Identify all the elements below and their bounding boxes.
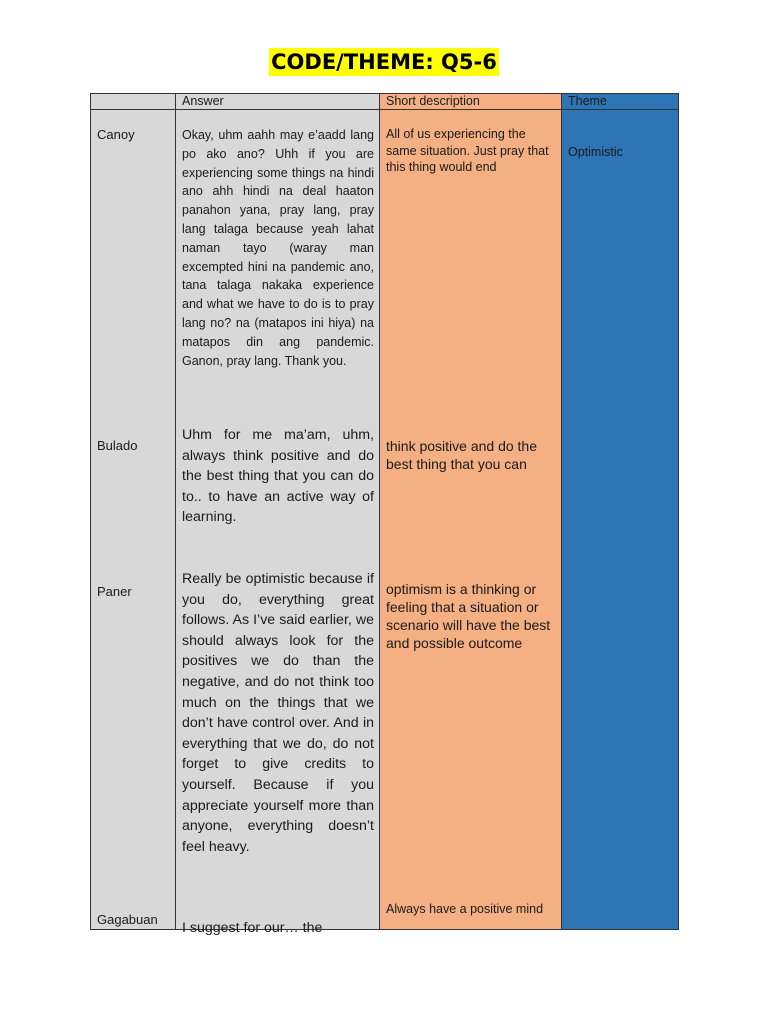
coding-table [90, 93, 679, 936]
answer-text: I suggest for our… the [182, 920, 323, 936]
header-theme: Theme [562, 94, 679, 110]
header-name [91, 94, 176, 110]
page-title: CODE/THEME: Q5-6 [271, 50, 497, 74]
description-text: think positive and do the best thing that you can [386, 438, 537, 472]
row-name: Bulado [97, 438, 138, 453]
row-name: Gagabuan [97, 912, 158, 927]
header-short-description: Short description [380, 94, 562, 110]
theme-column [562, 110, 679, 930]
answer-text: Really be optimistic because if you do, everything great follows. As I’ve said earlier, we should always look for the positives we do than the negative, and do not think too much on the things that we don’t have control over. And in everything that we do, do not forget to give credits to yourself. Because if you appreciate yourself more than anyone, everything doesn’t feel heavy. [182, 571, 374, 855]
short-description-column [380, 110, 562, 930]
answer-column [176, 110, 380, 936]
answer-text: Uhm for me ma’am, uhm, always think positive and do the best thing that you can do to.. to have an active way of learning. [182, 427, 374, 526]
table-body-row [91, 110, 679, 930]
answer-text: Okay, uhm aahh may e’aadd lang po ako ano? Uhh if you are experiencing some things na hindi ano ahh hindi na deal haaton panahon yana, pray lang, pray lang talaga because yeah lahat naman tayo (waray man excempted hini na pandemic ano, tana talaga nakaka experience and what we have to do is to pray lang no? na (matapos ini hiya) na matapos din ang pandemic. Ganon, pray lang. Thank you. [182, 128, 374, 368]
title-wrapper [0, 48, 768, 76]
description-text: Always have a positive mind [386, 902, 544, 916]
description-text: All of us experiencing the same situation. Just pray that this thing would end [386, 127, 549, 174]
row-name: Paner [97, 584, 132, 599]
row-name: Canoy [97, 127, 135, 142]
table-header-row [91, 94, 679, 110]
name-column [91, 110, 176, 930]
header-answer: Answer [176, 94, 380, 110]
theme-value: Optimistic [568, 145, 623, 159]
description-text: optimism is a thinking or feeling that a situation or scenario will have the best and possible outcome [386, 581, 551, 651]
